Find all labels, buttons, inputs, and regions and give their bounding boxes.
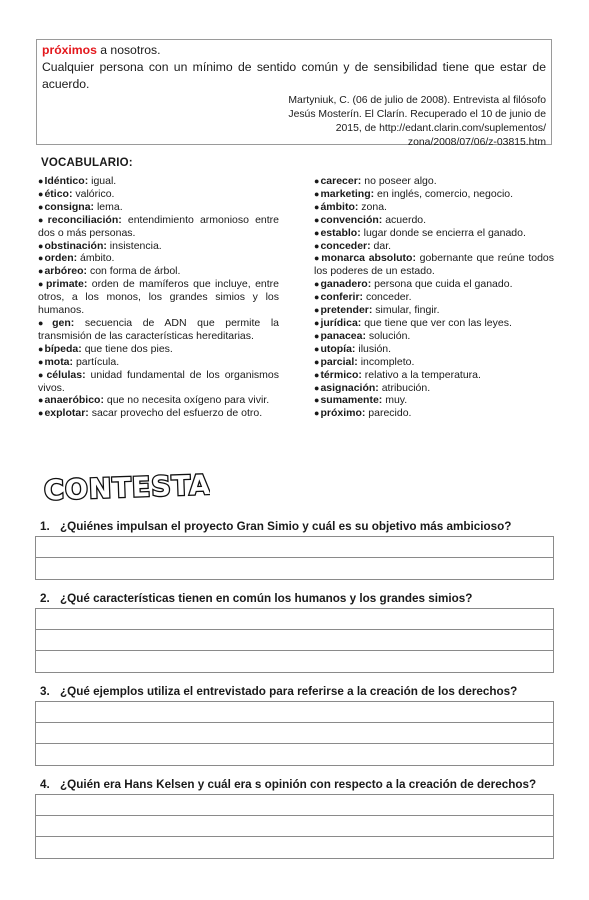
- vocabulary-definition: partícula.: [73, 355, 120, 368]
- vocabulary-term: asignación:: [320, 381, 379, 394]
- vocabulary-term: pretender:: [320, 304, 373, 317]
- vocabulary-definition: muy.: [382, 394, 408, 407]
- bullet-icon: ●: [38, 188, 44, 199]
- vocabulary-item: [314, 394, 554, 407]
- citation-line: 2015, de http://edant.clarin.com/suplementos/: [335, 123, 546, 134]
- vocabulary-item: [38, 265, 279, 278]
- question-3: [40, 685, 560, 698]
- answer-line[interactable]: [36, 795, 553, 816]
- bullet-icon: ●: [38, 176, 44, 186]
- bullet-icon: ●: [314, 253, 321, 264]
- vocabulary-definition: zona.: [358, 200, 387, 213]
- bullet-icon: ●: [38, 240, 44, 251]
- vocabulary-term: monarca absoluto:: [321, 252, 416, 265]
- vocabulary-item: [314, 240, 554, 253]
- vocabulary-term: explotar:: [44, 407, 89, 420]
- vocabulary-term: orden:: [44, 252, 78, 265]
- bullet-icon: ●: [314, 369, 320, 380]
- answer-line[interactable]: [36, 702, 553, 723]
- vocabulary-definition: acuerdo.: [382, 213, 427, 226]
- vocabulary-term: próximo:: [320, 407, 366, 420]
- vocabulary-definition: ámbito.: [77, 252, 115, 265]
- vocabulary-item: [38, 356, 279, 369]
- vocabulary-item: [314, 304, 554, 317]
- vocabulary-item: [314, 382, 554, 395]
- vocabulary-list-right: [314, 175, 554, 420]
- bullet-icon: ●: [314, 188, 320, 199]
- citation-line: Jesús Mosterín. El Clarín. Recuperado el 10 de junio de: [288, 109, 546, 120]
- vocabulary-term: convención:: [320, 213, 383, 226]
- vocabulary-definition: secuencia de ADN que permite la transmisión de las características hereditarias.: [38, 316, 280, 342]
- vocabulary-term: conferir:: [320, 291, 364, 304]
- vocabulary-definition: no poseer algo.: [361, 175, 437, 187]
- bullet-icon: ●: [314, 343, 320, 354]
- vocabulary-item: [38, 317, 279, 343]
- question-text: ¿Qué ejemplos utiliza el entrevistado para referirse a la creación de los derechos?: [60, 685, 518, 698]
- passage-line: [42, 42, 546, 59]
- answer-box-2[interactable]: [35, 608, 554, 673]
- answer-line[interactable]: [36, 816, 553, 837]
- passage-paragraph: Cualquier persona con un mínimo de sentido común y de sensibilidad tiene que estar de acuerdo.: [42, 60, 546, 91]
- citation: [42, 94, 546, 150]
- vocabulary-item: [38, 201, 279, 214]
- vocabulary-term: carecer:: [320, 175, 362, 187]
- vocabulary-definition: ilusión.: [355, 342, 392, 355]
- vocabulary-definition: unidad fundamental de los organismos vivos.: [38, 368, 279, 394]
- vocabulary-item: [314, 278, 554, 291]
- question-4: [40, 778, 560, 791]
- contesta-title-graphic: [40, 466, 210, 506]
- citation-line: Martyniuk, C. (06 de julio de 2008). Entrevista al filósofo: [288, 95, 546, 106]
- bullet-icon: ●: [314, 292, 320, 303]
- question-number: 3.: [40, 685, 50, 698]
- vocabulary-term: sumamente:: [320, 394, 383, 407]
- vocabulary-term: reconciliación:: [47, 213, 122, 226]
- vocabulary-item: [38, 252, 279, 265]
- bullet-icon: ●: [314, 201, 320, 212]
- bullet-icon: ●: [314, 408, 320, 419]
- vocabulary-term: células:: [46, 368, 86, 381]
- answer-line[interactable]: [36, 537, 553, 558]
- vocabulary-item: [314, 188, 554, 201]
- answer-line[interactable]: [36, 609, 553, 630]
- vocabulary-term: gen:: [52, 316, 75, 329]
- answer-line[interactable]: [36, 651, 553, 672]
- answer-line[interactable]: [36, 744, 553, 765]
- bullet-icon: ●: [38, 253, 44, 264]
- vocabulary-definition: insistencia.: [106, 239, 162, 252]
- reading-passage-box: [36, 39, 552, 148]
- vocabulary-definition: parecido.: [365, 407, 412, 420]
- vocabulary-item: [314, 407, 554, 420]
- answer-line[interactable]: [36, 630, 553, 651]
- vocabulary-definition: relativo a la temperatura.: [361, 368, 481, 381]
- vocabulary-definition: entendimiento armonioso entre dos o más personas.: [38, 213, 280, 239]
- answer-box-4[interactable]: [35, 794, 554, 859]
- vocabulary-term: ganadero:: [320, 278, 372, 291]
- vocabulary-item: [314, 175, 554, 188]
- vocabulary-definition: solución.: [365, 329, 411, 342]
- vocabulary-item: [314, 201, 554, 214]
- vocabulary-definition: que tiene que ver con las leyes.: [361, 316, 512, 329]
- vocabulary-item: [38, 343, 279, 356]
- vocabulary-item: [38, 407, 279, 420]
- vocabulary-item: [38, 188, 279, 201]
- vocabulary-definition: atribución.: [378, 381, 431, 394]
- question-1: [40, 520, 560, 533]
- bullet-icon: ●: [314, 279, 320, 290]
- vocabulary-term: arbóreo:: [44, 265, 88, 278]
- vocabulary-term: bípeda:: [44, 342, 82, 355]
- vocabulary-term: marketing:: [320, 187, 375, 200]
- vocabulary-definition: persona que cuida el ganado.: [371, 278, 513, 291]
- vocabulary-term: consigna:: [44, 200, 95, 213]
- vocabulary-definition: lema.: [94, 200, 123, 213]
- bullet-icon: ●: [314, 176, 320, 186]
- question-text: ¿Qué características tienen en común los humanos y los grandes simios?: [60, 592, 473, 605]
- answer-box-1[interactable]: [35, 536, 554, 580]
- answer-line[interactable]: [36, 723, 553, 744]
- bullet-icon: ●: [38, 214, 47, 225]
- vocabulary-item: [314, 252, 554, 278]
- vocabulary-item: [314, 291, 554, 304]
- question-text: ¿Quiénes impulsan el proyecto Gran Simio y cuál es su objetivo más ambicioso?: [60, 520, 512, 533]
- vocabulary-definition: incompleto.: [357, 355, 415, 368]
- vocabulary-definition: con forma de árbol.: [87, 265, 181, 278]
- vocabulary-definition: valórico.: [72, 187, 115, 200]
- bullet-icon: ●: [38, 343, 44, 354]
- answer-line[interactable]: [36, 558, 553, 579]
- passage-line-rest: a nosotros.: [96, 43, 161, 57]
- vocabulary-item: [38, 394, 279, 407]
- bullet-icon: ●: [314, 382, 320, 393]
- vocabulary-definition: simular, fingir.: [372, 304, 440, 317]
- vocabulary-term: establo:: [320, 226, 361, 239]
- vocabulary-definition: que tiene dos pies.: [81, 342, 173, 355]
- vocabulary-item: [314, 227, 554, 240]
- vocabulary-term: conceder:: [320, 239, 371, 252]
- bullet-icon: ●: [38, 317, 52, 328]
- question-number: 4.: [40, 778, 50, 791]
- bullet-icon: ●: [38, 201, 44, 212]
- bullet-icon: ●: [38, 356, 44, 367]
- question-number: 1.: [40, 520, 50, 533]
- vocabulary-item: [314, 356, 554, 369]
- vocabulary-term: obstinación:: [44, 239, 107, 252]
- bullet-icon: ●: [314, 227, 320, 238]
- vocabulary-term: mota:: [44, 355, 74, 368]
- contesta-title-text: CONTESTA:: [43, 469, 210, 506]
- bullet-icon: ●: [314, 395, 320, 406]
- vocabulary-definition: orden de mamíferos que incluye, entre otros, a los monos, los grandes simios y los humanos.: [38, 278, 280, 317]
- vocabulary-term: primate:: [45, 278, 88, 291]
- bullet-icon: ●: [314, 356, 320, 367]
- vocabulary-term: anaeróbico:: [44, 394, 104, 407]
- vocabulary-item: [314, 343, 554, 356]
- bullet-icon: ●: [314, 305, 320, 316]
- vocabulary-term: panacea:: [320, 329, 366, 342]
- bullet-icon: ●: [38, 266, 44, 277]
- vocabulary-definition: que no necesita oxígeno para vivir.: [103, 394, 270, 407]
- answer-line[interactable]: [36, 837, 553, 858]
- vocabulary-title: VOCABULARIO:: [41, 157, 133, 169]
- vocabulary-definition: igual.: [88, 175, 117, 187]
- question-number: 2.: [40, 592, 50, 605]
- bullet-icon: ●: [314, 214, 320, 225]
- vocabulary-term: Idéntico:: [44, 175, 89, 187]
- vocabulary-list-left: [38, 175, 279, 420]
- vocabulary-definition: sacar provecho del esfuerzo de otro.: [88, 407, 263, 420]
- vocabulary-item: [38, 369, 279, 395]
- answer-box-3[interactable]: [35, 701, 554, 766]
- vocabulary-item: [38, 278, 279, 317]
- vocabulary-term: ético:: [44, 187, 73, 200]
- vocabulary-term: parcial:: [320, 355, 358, 368]
- highlighted-word: próximos: [42, 43, 97, 57]
- vocabulary-term: jurídica:: [320, 316, 362, 329]
- vocabulary-item: [314, 369, 554, 382]
- vocabulary-definition: conceder.: [363, 291, 412, 304]
- vocabulary-item: [38, 175, 279, 188]
- bullet-icon: ●: [314, 240, 320, 251]
- citation-line: zona/2008/07/06/z-03815.htm: [407, 137, 546, 148]
- question-2: [40, 592, 560, 605]
- bullet-icon: ●: [38, 408, 44, 419]
- bullet-icon: ●: [314, 330, 320, 341]
- vocabulary-term: ámbito:: [320, 200, 359, 213]
- bullet-icon: ●: [38, 369, 46, 380]
- vocabulary-term: utopía:: [320, 342, 356, 355]
- bullet-icon: ●: [38, 395, 44, 406]
- vocabulary-item: [314, 330, 554, 343]
- vocabulary-definition: gobernante que reúne todos los poderes de un estado.: [314, 252, 555, 278]
- question-text: ¿Quién era Hans Kelsen y cuál era s opinión con respecto a la creación de derechos?: [60, 778, 537, 791]
- contesta-heading: [40, 466, 210, 506]
- vocabulary-item: [38, 214, 279, 240]
- vocabulary-term: térmico:: [320, 368, 362, 381]
- vocabulary-item: [314, 317, 554, 330]
- vocabulary-item: [38, 240, 279, 253]
- vocabulary-item: [314, 214, 554, 227]
- bullet-icon: ●: [38, 279, 45, 290]
- vocabulary-definition: en inglés, comercio, negocio.: [374, 187, 514, 200]
- vocabulary-definition: lugar donde se encierra el ganado.: [360, 226, 526, 239]
- vocabulary-definition: dar.: [370, 239, 392, 252]
- bullet-icon: ●: [314, 317, 320, 328]
